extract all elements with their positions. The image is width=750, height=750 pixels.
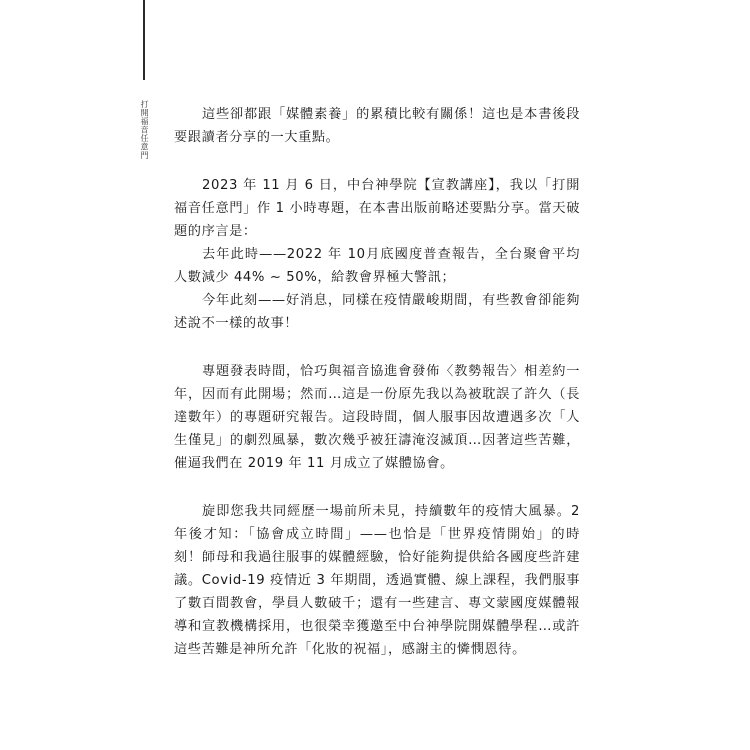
- running-head: 打開福音任意門: [140, 100, 149, 160]
- paragraph: 去年此時——2022 年 10月底國度普查報告，全台聚會平均人數減少 44% ~ 50%，給教會界極大警訊；: [174, 247, 580, 285]
- body-text: [174, 103, 580, 661]
- margin-rule: [143, 0, 145, 80]
- paragraph: 今年此刻——好消息，同樣在疫情嚴峻期間，有些教會卻能夠述說不一樣的故事！: [174, 293, 580, 331]
- paragraph: 這些卻都跟「媒體素養」的累積比較有關係！這也是本書後段要跟讀者分享的一大重點。: [174, 107, 580, 145]
- paragraph: 旋即您我共同經歷一場前所未見，持續數年的疫情大風暴。2 年後才知：「協會成立時間」——也恰是「世界疫情開始」的時刻！師母和我過往服事的媒體經驗，恰好能夠提供給各國度些許建議。Covid-19 疫情近 3 年期間，透過實體、線上課程，我們服事了數百間教會，學員人數破千；還有一些建言、專文蒙國度媒體報導和宣教機構採用，也很榮幸獲邀至中台神學院開媒體學程…或許這些苦難是神所允許「化妝的祝福」，感謝主的憐憫恩待。: [174, 504, 580, 657]
- paragraph: 專題發表時間，恰巧與福音協進會發佈〈教勢報告〉相差約一年，因而有此開場；然而…這是一份原先我以為被耽誤了許久（長達數年）的專題研究報告。這段時間，個人服事因故遭遇多次「人生僅見」的劇烈風暴，數次幾乎被狂濤淹沒滅頂…因著這些苦難，催逼我們在 2019 年 11 月成立了媒體協會。: [174, 364, 580, 471]
- paragraph: 2023 年 11 月 6 日，中台神學院【宣教講座】，我以「打開福音任意門」作 1 小時專題，在本書出版前略述要點分享。當天破題的序言是：: [174, 178, 580, 239]
